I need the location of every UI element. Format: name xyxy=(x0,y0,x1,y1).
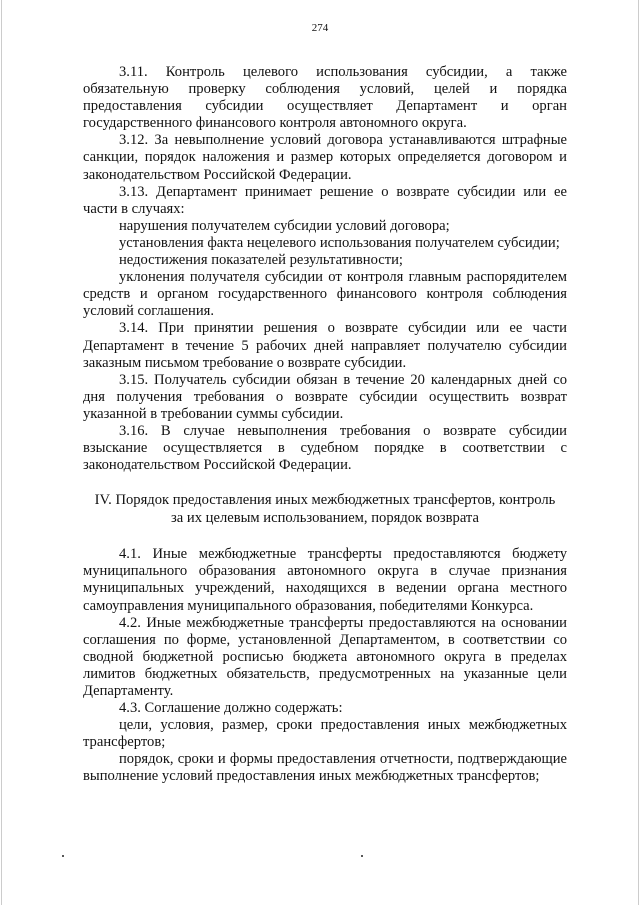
scan-speck-right xyxy=(361,855,363,857)
scan-edge-left xyxy=(1,0,2,905)
section-heading-line1: IV. Порядок предоставления иных межбюджетных трансфертов, контроль xyxy=(94,492,556,509)
paragraph-3-14: 3.14. При принятии решения о возврате субсидии или ее части Департамент в течение 5 рабочих дней направляет получателю субсидии заказным письмом требование о возврате субсидии. xyxy=(83,320,567,371)
document-body xyxy=(83,64,567,786)
scan-edge-right xyxy=(638,0,639,905)
section-heading-line2: за их целевым использованием, порядок возврата xyxy=(171,510,479,527)
list-item-violation: нарушения получателем субсидии условий договора; xyxy=(119,217,450,234)
section-heading-iv xyxy=(83,491,567,527)
page-number: 274 xyxy=(311,22,329,34)
paragraph-3-13: 3.13. Департамент принимает решение о возврате субсидии или ее части в случаях: xyxy=(83,183,567,217)
list-item-goals: цели, условия, размер, сроки предоставления иных межбюджетных трансфертов; xyxy=(83,717,567,751)
paragraph-3-16: 3.16. В случае невыполнения требования о возврате субсидии взыскание осуществляется в судебном порядке в соответствии с законодательством Российской Федерации. xyxy=(83,422,567,474)
list-item-misuse: установления факта нецелевого использования получателем субсидии; xyxy=(119,234,560,251)
paragraph-3-11: 3.11. Контроль целевого использования субсидии, а также обязательную проверку соблюдения условий, целей и порядка предоставления субсидии осуществляет Департамент и орган государственного финансового контроля автономного округа. xyxy=(83,64,567,132)
paragraph-4-2: 4.2. Иные межбюджетные трансферты предоставляются на основании соглашения по форме, установленной Департаментом, в соответствии со сводной бюджетной росписью бюджета автономного округа в пределах лимитов бюджетных обязательств, предусмотренных на указанные цели Департаменту. xyxy=(83,614,567,699)
paragraph-3-12: 3.12. За невыполнение условий договора устанавливаются штрафные санкции, порядок наложения и размер которых определяется договором и законодательством Российской Федерации. xyxy=(83,132,567,183)
list-item-evasion: уклонения получателя субсидии от контроля главным распорядителем средств и органом государственного финансового контроля соблюдения условий соглашения. xyxy=(83,269,567,320)
list-item-reporting: порядок, сроки и формы предоставления отчетности, подтверждающие выполнение условий предоставления иных межбюджетных трансфертов; xyxy=(83,751,567,785)
paragraph-3-15: 3.15. Получатель субсидии обязан в течение 20 календарных дней со дня получения требования о возврате субсидии осуществить возврат указанной в требовании суммы субсидии. xyxy=(83,371,567,422)
paragraph-4-1: 4.1. Иные межбюджетные трансферты предоставляются бюджету муниципального образования автономного округа в случае признания муниципальных учреждений, находящихся в ведении органа местного самоуправления муниципального образования, победителями Конкурса. xyxy=(83,546,567,614)
scan-speck-left xyxy=(62,855,64,857)
list-item-indicators: недостижения показателей результативности; xyxy=(119,252,403,269)
paragraph-4-3: 4.3. Соглашение должно содержать: xyxy=(119,700,343,717)
